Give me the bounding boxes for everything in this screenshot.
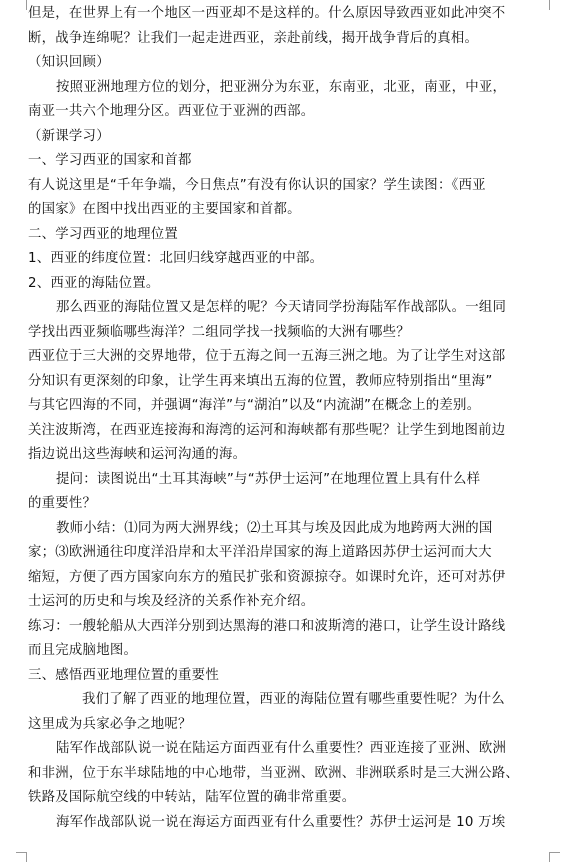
text-line: 西亚位于三大洲的交界地带，位于五海之间一五海三洲之地。为了让学生对这部	[28, 349, 506, 364]
crop-mark-bottom-left	[26, 852, 27, 862]
text-line: 而且完成脑地图。	[28, 643, 138, 658]
text-line: 家；⑶欧洲通往印度洋沿岸和太平洋沿岸国家的海上道路因苏伊士运河而大大	[28, 545, 492, 560]
text-line: 但是，在世界上有一个地区一西亚却不是这样的。什么原因导致西亚如此冲突不	[28, 6, 506, 21]
text-line: 练习：一艘轮船从大西洋分别到达黑海的港口和波斯湾的港口，让学生设计路线	[28, 619, 506, 634]
text-line: 有人说这里是“千年争端，今日焦点”有没有你认识的国家？学生读图：《西亚	[28, 178, 486, 193]
crop-mark-top-left	[26, 0, 27, 10]
text-line: 缩短，方便了西方国家向东方的殖民扩张和资源掠夺。如课时允许，还可对苏伊	[28, 570, 506, 585]
section-note: （新课学习）	[28, 129, 110, 144]
section-heading: 三、感悟西亚地理位置的重要性	[28, 668, 219, 683]
text-line: 的重要性？	[28, 496, 97, 511]
text-line: 1、西亚的纬度位置：北回归线穿越西亚的中部。	[28, 251, 324, 266]
section-heading: 二、学习西亚的地理位置	[28, 227, 179, 242]
text-line: 的国家》在图中找出西亚的主要国家和首都。	[28, 202, 301, 217]
text-line: 与其它四海的不同，并强调“海洋”与“湖泊”以及“内流湖”在概念上的差别。	[28, 398, 481, 413]
text-line: 和非洲，位于东半球陆地的中心地带，当亚洲、欧洲、非洲联系时是三大洲公路、	[28, 766, 520, 781]
text-line: 我们了解了西亚的地理位置，西亚的海陆位置有哪些重要性呢？为什么	[82, 692, 505, 707]
text-line: 教师小结：⑴同为两大洲界线；⑵土耳其与埃及因此成为地跨两大洲的国	[56, 521, 493, 536]
text-line: 陆军作战部队说一说在陆运方面西亚有什么重要性？西亚连接了亚洲、欧洲	[56, 741, 507, 756]
text-line: 这里成为兵家必争之地呢？	[28, 717, 192, 732]
text-line: 南亚一共六个地理分区。西亚位于亚洲的西部。	[28, 104, 315, 119]
crop-mark-bottom-right	[549, 852, 550, 862]
text-line: 分知识有更深刻的印象，让学生再来填出五海的位置，教师应特别指出“里海”	[28, 374, 493, 389]
text-line: 海军作战部队说一说在海运方面西亚有什么重要性？苏伊士运河是 10 万埃	[56, 815, 506, 830]
text-line: 2、西亚的海陆位置。	[28, 276, 160, 291]
text-line: 铁路及国际航空线的中转站，陆军位置的确非常重要。	[28, 790, 356, 805]
text-line: 按照亚洲地理方位的划分，把亚洲分为东亚，东南亚，北亚，南亚，中亚，	[56, 80, 507, 95]
text-line: 提问：读图说出“土耳其海峡”与“苏伊士运河”在地理位置上具有什么样	[56, 472, 481, 487]
section-note: （知识回顾）	[28, 55, 110, 70]
text-line: 关注波斯湾，在西亚连接海和海湾的运河和海峡都有那些呢？让学生到地图前边	[28, 423, 506, 438]
text-line: 那么西亚的海陆位置又是怎样的呢？今天请同学扮海陆军作战部队。一组同	[56, 300, 507, 315]
crop-mark-bottom-right-h	[549, 852, 560, 853]
text-line: 指边说出这些海峡和运河沟通的海。	[28, 447, 247, 462]
text-line: 断，战争连绵呢？让我们一起走进西亚，亲赴前线，揭开战争背后的真相。	[28, 31, 479, 46]
crop-mark-bottom-left-h	[16, 852, 27, 853]
text-line: 学找出西亚频临哪些海洋？二组同学找一找频临的大洲有哪些？	[28, 325, 410, 340]
text-line: 士运河的历史和与埃及经济的关系作补充介绍。	[28, 594, 315, 609]
section-heading: 一、学习西亚的国家和首都	[28, 153, 192, 168]
